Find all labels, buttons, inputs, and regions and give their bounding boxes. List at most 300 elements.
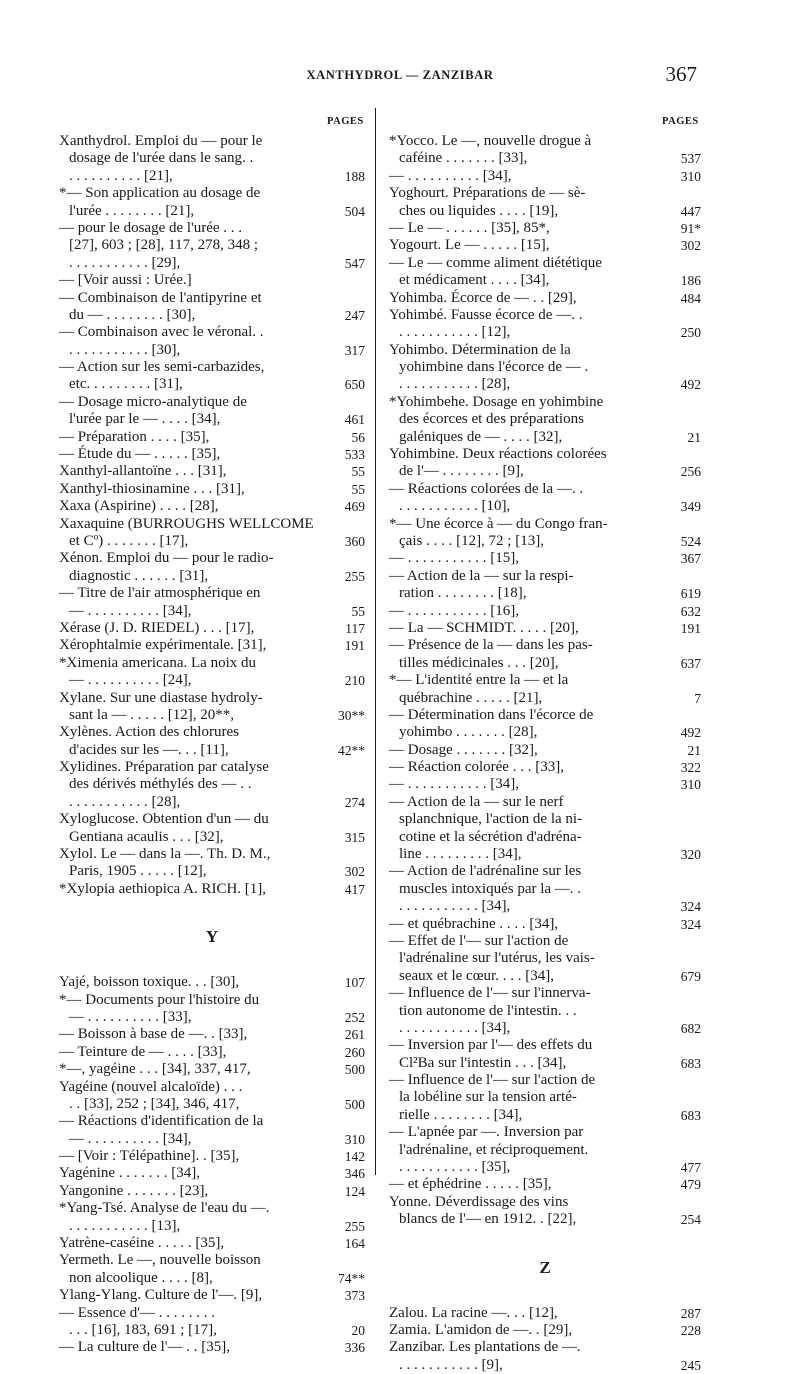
index-entry-line (389, 1211, 701, 1228)
entry-text: . . . . . . . . . . . [28], (399, 376, 511, 393)
index-entry-line (59, 1061, 365, 1078)
entry-text: la lobéline sur la tension arté- (399, 1089, 577, 1106)
entry-text: — Titre de l'air atmosphérique en (59, 585, 261, 602)
entry-page-number: 682 (680, 1020, 701, 1036)
index-entry-line (59, 1322, 365, 1339)
entry-text: et médicament . . . . [34], (399, 272, 550, 289)
entry-page-number: 55 (351, 481, 365, 497)
index-entry-line (389, 1194, 701, 1211)
index-entry-line (389, 985, 701, 1002)
index-entry-line (389, 342, 701, 359)
entry-page-number: 255 (344, 568, 365, 584)
entry-text: Zamia. L'amidon de —. . [29], (389, 1322, 573, 1338)
entry-page-number: 537 (680, 151, 701, 167)
index-entry-line (389, 394, 701, 411)
index-entry-line (389, 881, 701, 898)
index-entry-line (59, 342, 365, 359)
entry-text: ration . . . . . . . . [18], (399, 585, 527, 602)
entry-text: Zalou. La racine —. . . [12], (389, 1304, 558, 1321)
entry-text: *—, yagéine . . . [34], 337, 417, (59, 1061, 251, 1078)
entry-text: de l'— . . . . . . . . [9], (399, 463, 524, 480)
entry-text: Xanthyl-thiosinamine . . . [31], (59, 480, 245, 497)
entry-page-number: 637 (680, 655, 701, 671)
entry-page-number: 164 (344, 1236, 365, 1252)
entry-page-number: 500 (344, 1062, 365, 1078)
entry-text: — . . . . . . . . . . [34], (69, 602, 192, 619)
entry-text: *Xylopia aethiopica A. RICH. [1], (59, 880, 267, 897)
section-gap (389, 1243, 701, 1259)
entry-page-number: 274 (344, 794, 365, 810)
entry-text: Xaxaquine (BURROUGHS WELLCOME (59, 515, 314, 532)
entry-text: . . . . . . . . . . . [35], (399, 1159, 511, 1176)
entry-text: — Action sur les semi-carbazides, (59, 359, 265, 376)
entry-text: — Combinaison avec le véronal. . (59, 324, 264, 341)
index-entry-line (389, 1176, 701, 1193)
index-entry-line (59, 992, 365, 1009)
entry-page-number: 250 (680, 325, 701, 341)
section-gap (389, 1289, 701, 1305)
index-entry-line (389, 655, 701, 672)
entry-page-number: 142 (344, 1149, 365, 1165)
entry-text: — . . . . . . . . . . . [16], (389, 602, 519, 619)
entry-text: — [Voir aussi : Urée.] (59, 272, 192, 289)
section-letter: Y (205, 927, 219, 947)
entry-text: . . [33], 252 ; [34], 346, 417, (69, 1095, 240, 1112)
index-entry-line (389, 376, 701, 393)
entry-page-number: 21 (687, 742, 701, 758)
index-entry-line (389, 133, 701, 150)
entry-page-number: 500 (344, 1096, 365, 1112)
entry-page-number: 322 (680, 760, 701, 776)
entry-text: du — . . . . . . . . [30], (69, 306, 196, 323)
index-entry-line (59, 742, 365, 759)
index-entry-line (59, 481, 365, 498)
index-entry-line (59, 974, 365, 991)
entry-page-number: 533 (344, 447, 365, 463)
index-entry-line (59, 290, 365, 307)
entry-text: Xyloglucose. Obtention d'un — du (59, 811, 269, 828)
entry-text: — Le — comme aliment diététique (389, 254, 602, 271)
index-entry-line (59, 516, 365, 533)
index-entry-line (389, 690, 701, 707)
running-head-title: XANTHYDROL — ZANZIBAR (306, 68, 494, 82)
entry-page-number: 373 (344, 1288, 365, 1304)
index-entry-line (389, 1357, 701, 1374)
index-entry-line (389, 359, 701, 376)
index-entry-line (59, 168, 365, 185)
index-entry-line (389, 1003, 701, 1020)
index-entry-line (59, 603, 365, 620)
entry-text: *— L'identité entre la — et la (389, 672, 569, 689)
index-entry-line (389, 411, 701, 428)
column-divider (375, 108, 376, 1175)
entry-text: — Réaction colorée . . . [33], (389, 759, 564, 776)
entry-text: . . . . . . . . . . . [30], (69, 341, 181, 358)
entry-text: — Essence d'— . . . . . . . . (59, 1304, 216, 1321)
entry-text: — . . . . . . . . . . [34], (389, 167, 512, 184)
index-entry-line (59, 1026, 365, 1043)
index-entry-line (59, 776, 365, 793)
entry-text: — et éphédrine . . . . . [35], (389, 1176, 552, 1193)
entry-page-number: 74** (338, 1270, 365, 1286)
entry-page-number: 469 (344, 499, 365, 515)
entry-page-number: 310 (344, 1131, 365, 1147)
entry-page-number: 256 (680, 464, 701, 480)
index-entry-line (59, 133, 365, 150)
index-entry-line (389, 150, 701, 167)
entry-page-number: 619 (680, 586, 701, 602)
entry-text: — Présence de la — dans les pas- (389, 637, 593, 654)
entry-text: — Dosage . . . . . . . [32], (389, 741, 538, 758)
index-entry-line (389, 1089, 701, 1106)
entry-page-number: 317 (344, 342, 365, 358)
entry-page-number: 461 (344, 412, 365, 428)
index-entry-line (59, 359, 365, 376)
entry-page-number: 254 (680, 1212, 701, 1228)
entry-text: Yohimbé. Fausse écorce de —. . (389, 306, 583, 323)
index-entry-line (389, 324, 701, 341)
index-entry-line (389, 463, 701, 480)
entry-text: Xylidines. Préparation par catalyse (59, 759, 269, 776)
entry-text: — Réactions d'identification de la (59, 1113, 264, 1130)
index-entry-line (389, 759, 701, 776)
entry-text: *Ximenia americana. La noix du (59, 654, 257, 671)
entry-page-number: 492 (680, 377, 701, 393)
index-entry-line (59, 1235, 365, 1252)
index-entry-line (59, 1270, 365, 1287)
entry-page-number: 320 (680, 847, 701, 863)
entry-text: Xanthydrol. Emploi du — pour le (59, 133, 263, 149)
index-entry-line (389, 1020, 701, 1037)
index-entry-line (389, 272, 701, 289)
entry-text: — Étude du — . . . . . [35], (59, 446, 221, 463)
entry-text: Ylang-Ylang. Culture de l'—. [9], (59, 1287, 263, 1304)
entry-page-number: 287 (680, 1305, 701, 1321)
entry-text: des écorces et des préparations (399, 411, 584, 428)
entry-text: ches ou liquides . . . . [19], (399, 202, 559, 219)
entry-text: sant la — . . . . . [12], 20**, (69, 706, 234, 723)
entry-page-number: 56 (351, 429, 365, 445)
index-entry-line (389, 811, 701, 828)
entry-page-number: 55 (351, 603, 365, 619)
entry-page-number: 484 (680, 290, 701, 306)
entry-page-number: 124 (344, 1183, 365, 1199)
entry-text: . . . . . . . . . . . [13], (69, 1217, 181, 1234)
entry-page-number: 255 (344, 1218, 365, 1234)
entry-text: Yangonine . . . . . . . [23], (59, 1182, 209, 1199)
index-entry-line (59, 272, 365, 289)
entry-page-number: 324 (680, 899, 701, 915)
section-letter-heading (389, 1259, 701, 1275)
entry-page-number: 310 (680, 168, 701, 184)
entry-page-number: 107 (344, 975, 365, 991)
section-gap (389, 1229, 701, 1243)
entry-text: *Yang-Tsé. Analyse de l'eau du —. (59, 1200, 270, 1217)
index-entry-line (59, 411, 365, 428)
index-entry-line (389, 1322, 701, 1339)
index-entry-line (389, 1339, 701, 1356)
entry-text: — Teinture de — . . . . [33], (59, 1043, 227, 1060)
index-entry-line (389, 220, 701, 237)
entry-text: — L'apnée par —. Inversion par (389, 1124, 584, 1141)
index-entry-line (389, 1055, 701, 1072)
entry-page-number: 228 (680, 1323, 701, 1338)
section-gap (59, 944, 365, 958)
index-entry-line (59, 1079, 365, 1096)
entry-page-number: 349 (680, 499, 701, 515)
index-entry-line (59, 655, 365, 672)
entry-text: etc. . . . . . . . . [31], (69, 376, 183, 393)
entry-page-number: 245 (680, 1357, 701, 1373)
entry-text: Yagéine (nouvel alcaloïde) . . . (59, 1078, 243, 1095)
entry-text: — Le — . . . . . . [35], 85*, (389, 219, 550, 236)
left-pages-header: PAGES (327, 116, 364, 127)
entry-page-number: 261 (344, 1027, 365, 1043)
index-entry-line (389, 933, 701, 950)
index-entry-line (59, 881, 365, 898)
right-pages-header: PAGES (662, 116, 699, 127)
index-entry-line (59, 446, 365, 463)
entry-text: — Préparation . . . . [35], (59, 428, 210, 445)
entry-page-number: 479 (680, 1177, 701, 1193)
index-entry-line (59, 690, 365, 707)
entry-text: l'adrénaline, et réciproquement. (399, 1141, 589, 1158)
entry-text: Xérase (J. D. RIEDEL) . . . [17], (59, 619, 255, 636)
entry-text: — [Voir : Télépathine]. . [35], (59, 1148, 240, 1165)
entry-text: Xylènes. Action des chlorures (59, 724, 239, 741)
index-entry-line (59, 550, 365, 567)
index-entry-line (59, 394, 365, 411)
index-entry-line (389, 1305, 701, 1322)
entry-text: — Effet de l'— sur l'action de (389, 932, 569, 949)
entry-text: . . . . . . . . . . [21], (69, 167, 173, 184)
entry-text: tion autonome de l'intestin. . . (399, 1002, 577, 1019)
index-entry-line (59, 863, 365, 880)
entry-text: seaux et le cœur. . . . [34], (399, 967, 554, 984)
entry-text: Paris, 1905 . . . . . [12], (69, 863, 207, 880)
entry-page-number: 367 (680, 551, 701, 567)
entry-text: l'adrénaline sur l'utérus, les vais- (399, 950, 595, 967)
entry-text: — . . . . . . . . . . [33], (69, 1008, 192, 1025)
index-entry-line (389, 846, 701, 863)
entry-text: — . . . . . . . . . . . [15], (389, 550, 519, 567)
index-entry-line (59, 1339, 365, 1356)
entry-text: . . . . . . . . . . . [12], (399, 324, 511, 341)
index-entry-line (59, 585, 365, 602)
entry-page-number: 191 (680, 620, 701, 636)
index-entry-line (59, 185, 365, 202)
entry-page-number: 477 (680, 1160, 701, 1176)
entry-page-number: 247 (344, 307, 365, 323)
page-number: 367 (665, 62, 697, 86)
entry-page-number: 188 (344, 168, 365, 184)
entry-text: splanchnique, l'action de la ni- (399, 811, 583, 828)
index-entry-line (389, 829, 701, 846)
entry-text: Xérophtalmie expérimentale. [31], (59, 637, 267, 654)
entry-text: — Détermination dans l'écorce de (389, 706, 594, 723)
index-entry-line (389, 168, 701, 185)
entry-text: . . . . . . . . . . . [34], (399, 898, 511, 915)
entry-page-number: 55 (351, 464, 365, 480)
entry-text: Yohimbo. Détermination de la (389, 341, 571, 358)
index-entry-line (59, 429, 365, 446)
index-entry-line (389, 516, 701, 533)
index-entry-line (59, 724, 365, 741)
entry-text: — Action de la — sur la respi- (389, 567, 574, 584)
index-entry-line (59, 829, 365, 846)
index-entry-line (389, 794, 701, 811)
index-entry-line (389, 481, 701, 498)
section-gap (59, 958, 365, 974)
index-entry-line (59, 324, 365, 341)
index-entry-line (59, 846, 365, 863)
index-entry-line (389, 498, 701, 515)
entry-page-number: 252 (344, 1009, 365, 1025)
index-entry-line (389, 776, 701, 793)
index-entry-line (59, 1044, 365, 1061)
entry-text: Yagénine . . . . . . . [34], (59, 1165, 200, 1182)
entry-page-number: 260 (344, 1044, 365, 1060)
entry-text: Yoghourt. Préparations de — sè- (389, 185, 586, 202)
entry-text: — . . . . . . . . . . [24], (69, 672, 192, 689)
entry-text: Xylol. Le — dans la —. Th. D. M., (59, 846, 271, 863)
entry-text: — Action de la — sur le nerf (389, 793, 564, 810)
index-entry-line (59, 1009, 365, 1026)
index-entry-line (59, 707, 365, 724)
index-entry-line (59, 203, 365, 220)
entry-page-number: 91* (680, 220, 701, 236)
entry-text: Zanzibar. Les plantations de —. (389, 1339, 581, 1356)
entry-page-number: 20 (351, 1323, 365, 1338)
index-entry-line (59, 498, 365, 515)
entry-page-number: 186 (680, 273, 701, 289)
entry-text: *— Son application au dosage de (59, 185, 261, 202)
entry-text: . . . . . . . . . . . [34], (399, 1019, 511, 1036)
entry-page-number: 310 (680, 777, 701, 793)
entry-text: non alcoolique . . . . [8], (69, 1269, 213, 1286)
entry-text: caféine . . . . . . . [33], (399, 150, 528, 167)
index-entry-line (389, 185, 701, 202)
entry-page-number: 492 (680, 725, 701, 741)
entry-page-number: 324 (680, 916, 701, 932)
section-letter: Z (539, 1257, 551, 1277)
entry-text: — Action de l'adrénaline sur les (389, 863, 582, 880)
right-index-column (389, 133, 701, 1374)
entry-text: . . . . . . . . . . . [28], (69, 793, 181, 810)
entry-text: çais . . . . [12], 72 ; [13], (399, 532, 544, 549)
entry-page-number: 679 (680, 968, 701, 984)
entry-page-number: 447 (680, 203, 701, 219)
entry-text: line . . . . . . . . . [34], (399, 846, 522, 863)
entry-text: Yajé, boisson toxique. . . [30], (59, 974, 240, 991)
index-entry-line (59, 620, 365, 637)
index-entry-line (389, 568, 701, 585)
entry-text: *— Documents pour l'histoire du (59, 991, 260, 1008)
index-entry-line (389, 1107, 701, 1124)
entry-text: yohimbine dans l'écorce de — . (399, 359, 589, 376)
index-entry-line (389, 898, 701, 915)
index-entry-line (59, 637, 365, 654)
index-entry-line (59, 794, 365, 811)
index-entry-line (59, 1218, 365, 1235)
entry-text: québrachine . . . . . [21], (399, 689, 543, 706)
index-entry-line (59, 1200, 365, 1217)
index-entry-line (389, 255, 701, 272)
entry-text: Yatrène-caséine . . . . . [35], (59, 1235, 225, 1252)
index-entry-line (59, 1183, 365, 1200)
index-entry-line (59, 672, 365, 689)
entry-page-number: 191 (344, 638, 365, 654)
index-entry-line (389, 1159, 701, 1176)
index-entry-line (59, 376, 365, 393)
entry-page-number: 650 (344, 377, 365, 393)
index-entry-line (389, 968, 701, 985)
entry-text: — . . . . . . . . . . [34], (69, 1130, 192, 1147)
entry-page-number: 42** (338, 742, 365, 758)
index-entry-line (389, 550, 701, 567)
index-entry-line (59, 463, 365, 480)
entry-text: — et québrachine . . . . [34], (389, 915, 559, 932)
index-entry-line (389, 1037, 701, 1054)
index-entry-line (389, 603, 701, 620)
entry-page-number: 30** (338, 707, 365, 723)
index-entry-line (389, 637, 701, 654)
entry-text: cotine et la sécrétion d'adréna- (399, 828, 582, 845)
entry-page-number: 547 (344, 255, 365, 271)
index-entry-line (389, 916, 701, 933)
entry-text: Yohimbine. Deux réactions colorées (389, 446, 607, 463)
index-entry-line (389, 533, 701, 550)
index-entry-line (389, 1142, 701, 1159)
entry-text: Yogourt. Le — . . . . . [15], (389, 237, 550, 254)
entry-page-number: 346 (344, 1166, 365, 1182)
index-entry-line (389, 237, 701, 254)
entry-page-number: 336 (344, 1340, 365, 1356)
entry-page-number: 21 (687, 429, 701, 445)
index-entry-line (389, 724, 701, 741)
index-entry-line (389, 446, 701, 463)
entry-text: Gentiana acaulis . . . [32], (69, 828, 224, 845)
entry-text: — Réactions colorées de la —. . (389, 480, 584, 497)
entry-text: — Inversion par l'— des effets du (389, 1037, 593, 1054)
entry-text: galéniques de — . . . . [32], (399, 428, 563, 445)
left-index-column (59, 133, 365, 1357)
entry-page-number: 524 (680, 533, 701, 549)
index-entry-line (389, 307, 701, 324)
entry-text: tilles médicinales . . . [20], (399, 654, 559, 671)
index-entry-line (389, 742, 701, 759)
entry-page-number: 210 (344, 673, 365, 689)
index-entry-line (389, 290, 701, 307)
index-entry-line (59, 1096, 365, 1113)
entry-text: [27], 603 ; [28], 117, 278, 348 ; (69, 237, 259, 254)
index-entry-line (389, 585, 701, 602)
entry-text: Xaxa (Aspirine) . . . . [28], (59, 498, 219, 515)
entry-text: — pour le dosage de l'urée . . . (59, 219, 243, 236)
index-entry-line (389, 672, 701, 689)
entry-text: Yermeth. Le —, nouvelle boisson (59, 1252, 261, 1269)
entry-page-number: 7 (694, 690, 701, 706)
entry-text: et Cº) . . . . . . . [17], (69, 532, 189, 549)
index-entry-line (389, 429, 701, 446)
entry-text: muscles intoxiqués par la —. . (399, 880, 582, 897)
entry-text: Xylane. Sur une diastase hydroly- (59, 689, 263, 706)
entry-text: . . . . . . . . . . . [29], (69, 254, 181, 271)
entry-text: rielle . . . . . . . . [34], (399, 1106, 523, 1123)
section-gap (59, 912, 365, 928)
entry-text: — Dosage micro-analytique de (59, 393, 247, 410)
entry-text: — Boisson à base de —. . [33], (59, 1026, 248, 1043)
